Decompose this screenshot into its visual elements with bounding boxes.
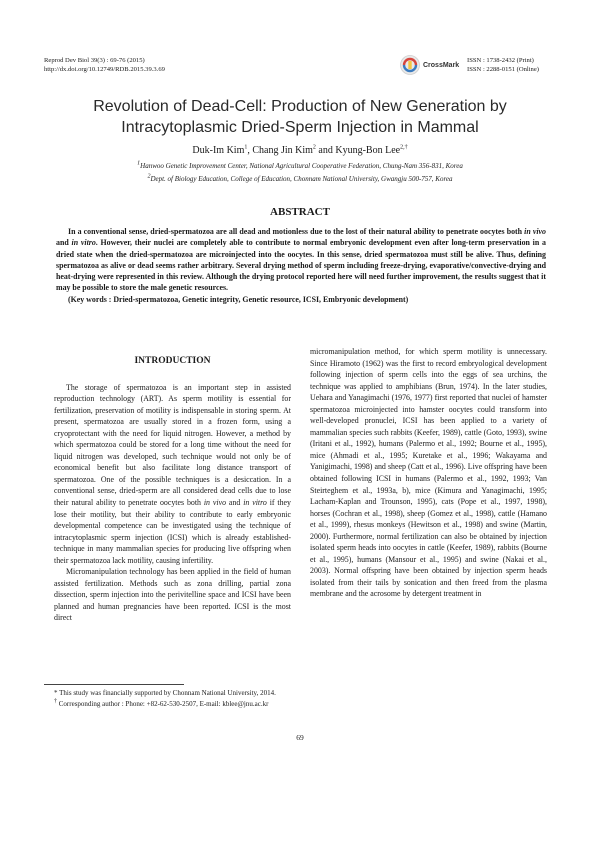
body-column-right — [310, 346, 547, 600]
journal-citation: Reprod Dev Biol 39(3) : 69-76 (2015) — [44, 57, 145, 64]
abstract-body — [56, 226, 546, 305]
affiliation-sup: 1 — [137, 160, 141, 167]
abstract-text: and — [56, 238, 72, 248]
affiliation-text: Dept. of Biology Education, College of Education, Chonnam National University, Gwangju 500-757, Korea — [150, 175, 453, 183]
body-paragraph: Micromanipulation technology has been applied in the field of human assisted fertilization. Methods such as zona drilling, partial zona dissection, sperm injection into the perivitelline space and ICSI have been planned and human pregnancies have been reported. ICSI is the most direct — [54, 567, 291, 623]
affiliation-text: Hanwoo Genetic Improvement Center, National Agricultural Cooperative Federation, Chung-Nam 356-831, Korea — [140, 162, 463, 170]
author-affil-sup: 2 — [312, 144, 316, 151]
issn-print: ISSN : 1738-2432 (Print) — [467, 57, 534, 64]
crossmark-badge[interactable] — [400, 55, 459, 75]
author-affil-sup: 1 — [244, 144, 248, 151]
author-name: Chang Jin Kim — [252, 145, 313, 156]
footnotes — [54, 688, 534, 710]
body-column-left — [54, 350, 291, 624]
body-italic: in vitro — [243, 498, 267, 508]
author-name: Duk-Im Kim — [192, 145, 245, 156]
body-text: and — [226, 498, 244, 508]
abstract-paragraph — [56, 226, 546, 294]
funding-footnote: * This study was financially supported by Chonnam National University, 2014. — [54, 689, 276, 697]
journal-doi[interactable]: http://dx.doi.org/10.12749/RDB.2015.39.3.69 — [44, 66, 165, 73]
body-italic: in vivo — [203, 498, 227, 508]
author-list — [0, 145, 600, 156]
title-line-1: Revolution of Dead-Cell: Production of New Generation by — [93, 98, 507, 115]
title-line-2: Intracytoplasmic Dried-Sperm Injection in Mammal — [121, 119, 479, 136]
footnote-sup: † — [54, 698, 57, 705]
page-number: 69 — [296, 733, 304, 742]
author-name: Kyung-Bon Lee — [335, 145, 401, 156]
abstract-heading: ABSTRACT — [270, 206, 330, 218]
abstract-text: In a conventional sense, dried-spermatozoa are all dead and motionless due to the lost of their natural ability to penetrate oocytes both — [68, 227, 525, 236]
journal-meta — [44, 56, 165, 74]
affiliation-sup: 2 — [147, 173, 151, 180]
affiliation-1 — [0, 162, 600, 170]
crossmark-icon — [400, 55, 420, 75]
section-heading-introduction: INTRODUCTION — [134, 356, 211, 366]
abstract-italic: in vitro — [71, 238, 96, 248]
body-paragraph — [54, 382, 291, 567]
paper-title — [40, 96, 560, 138]
body-text: if they lose their motility, but their ability to contribute to early embryonic developmental competence can be investigated using the technique of intracytoplasmic sperm injection (ICSI) which is already established-technique in many mammalian species for producing live offspring when their spermatozoa lack motility, causing infertility. — [54, 498, 291, 565]
abstract-italic: in vivo — [524, 227, 547, 236]
footnote-text: Corresponding author : Phone: +82-62-530-2507, E-mail: kblee@jnu.ac.kr — [57, 700, 269, 708]
keywords: (Key words : Dried-spermatozoa, Genetic integrity, Genetic resource, ICSI, Embryonic development) — [68, 294, 409, 304]
footnote-divider — [44, 684, 184, 685]
abstract-text: . However, their nuclei are completely able to contribute to normal embryonic development even after long-term preservation in a dried state when the dried-spermatozoa are microinjected into the oocytes. In this sense, dried spermatozoa must still be alive. Thus, defining spermatozoa as alive or dead seems rather arbitrary. Several drying method of sperm including freeze-drying, evaporative/convective-drying and heat-drying were represented in this review. Although the drying protocol reported here will need further improvement, the results suggest that it may be possible to store the male genetic resources. — [56, 238, 546, 293]
body-paragraph: micromanipulation method, for which sperm motility is unnecessary. Since Hiramoto (1962) was the first to record embryological development following injection of sperm cells into the eggs of sea urchins, the technique was applied to amphibians (Brun, 1974). In the later studies, Uehara and Yanagimachi (1976, 1977) first reported that nuclei of hamster spermatozoa microinjected into hamster oocytes could transform into well-developed pronuclei, ICSI has been applied to a variety of mammalian species such rabbits (Keefer, 1989), cattle (Goto, 1993), swine (Iritani et al., 1992), humans (Palermo et al., 1992; Bourne et al., 1995), mice (Ahmadi et al., 1995; Kuretake et al., 1996; Wakayama and Yanigimachi, 1998) and sheep (Catt et al., 1996). Live offspring have been obtained following ICSI in humans (Palermo et al., 1992, 1993; Van Steirteghem et al., 1993a, b), mice (Kimura and Yanagimachi, 1995; Lacham-Kaplan and Trounson, 1995), cats (Pope et al., 1997, 1998), horses (Cochran et al., 1998), sheep (Gomez et al., 1998), cattle (Hamano et al., 1999), rhesus monkeys (Hewitson et al., 1998) and swine (Martin, 2000). Furthermore, normal fertilization can also be obtained by injection isolated sperm heads into oocytes in cattle (Keefer, 1989), rabbits (Bourne et al., 1995), humans (Mansour et al., 1995) and swine (Nakai et al., 2003). Normal offspring have been obtained by injection sperm heads isolated from their tails by sonication and then freed from the plasma membrane and the acrosome by detergent treatment in — [310, 347, 547, 599]
author-separator: , — [247, 145, 253, 156]
crossmark-label: CrossMark — [423, 61, 460, 69]
issn-block — [467, 56, 539, 74]
body-text: The storage of spermatozoa is an important step in assisted reproduction technology (ART). As sperm motility is essential for fertilization, preservation of motility is indispensable in storing sperm. At present, spermatozoa are usually stored in a frozen form, using a cryoprotectant with the need for liquid nitrogen. However, a method by which spermatozoa could be stored for a long time without the need for liquid nitrogen was developed, such technique would not only be of economical benefit but also facilitate long distance transport of spermatozoa. One of the possible techniques is a desiccation. In a conventional sense, dried-sperm are all considered dead cells due to lose their natural ability to penetrate oocytes both — [54, 382, 291, 508]
affiliation-2 — [0, 175, 600, 183]
author-separator: and — [315, 145, 336, 156]
issn-online: ISSN : 2288-0151 (Online) — [467, 66, 539, 73]
corresponding-footnote — [54, 699, 534, 710]
author-affil-sup: 2,† — [400, 144, 408, 151]
